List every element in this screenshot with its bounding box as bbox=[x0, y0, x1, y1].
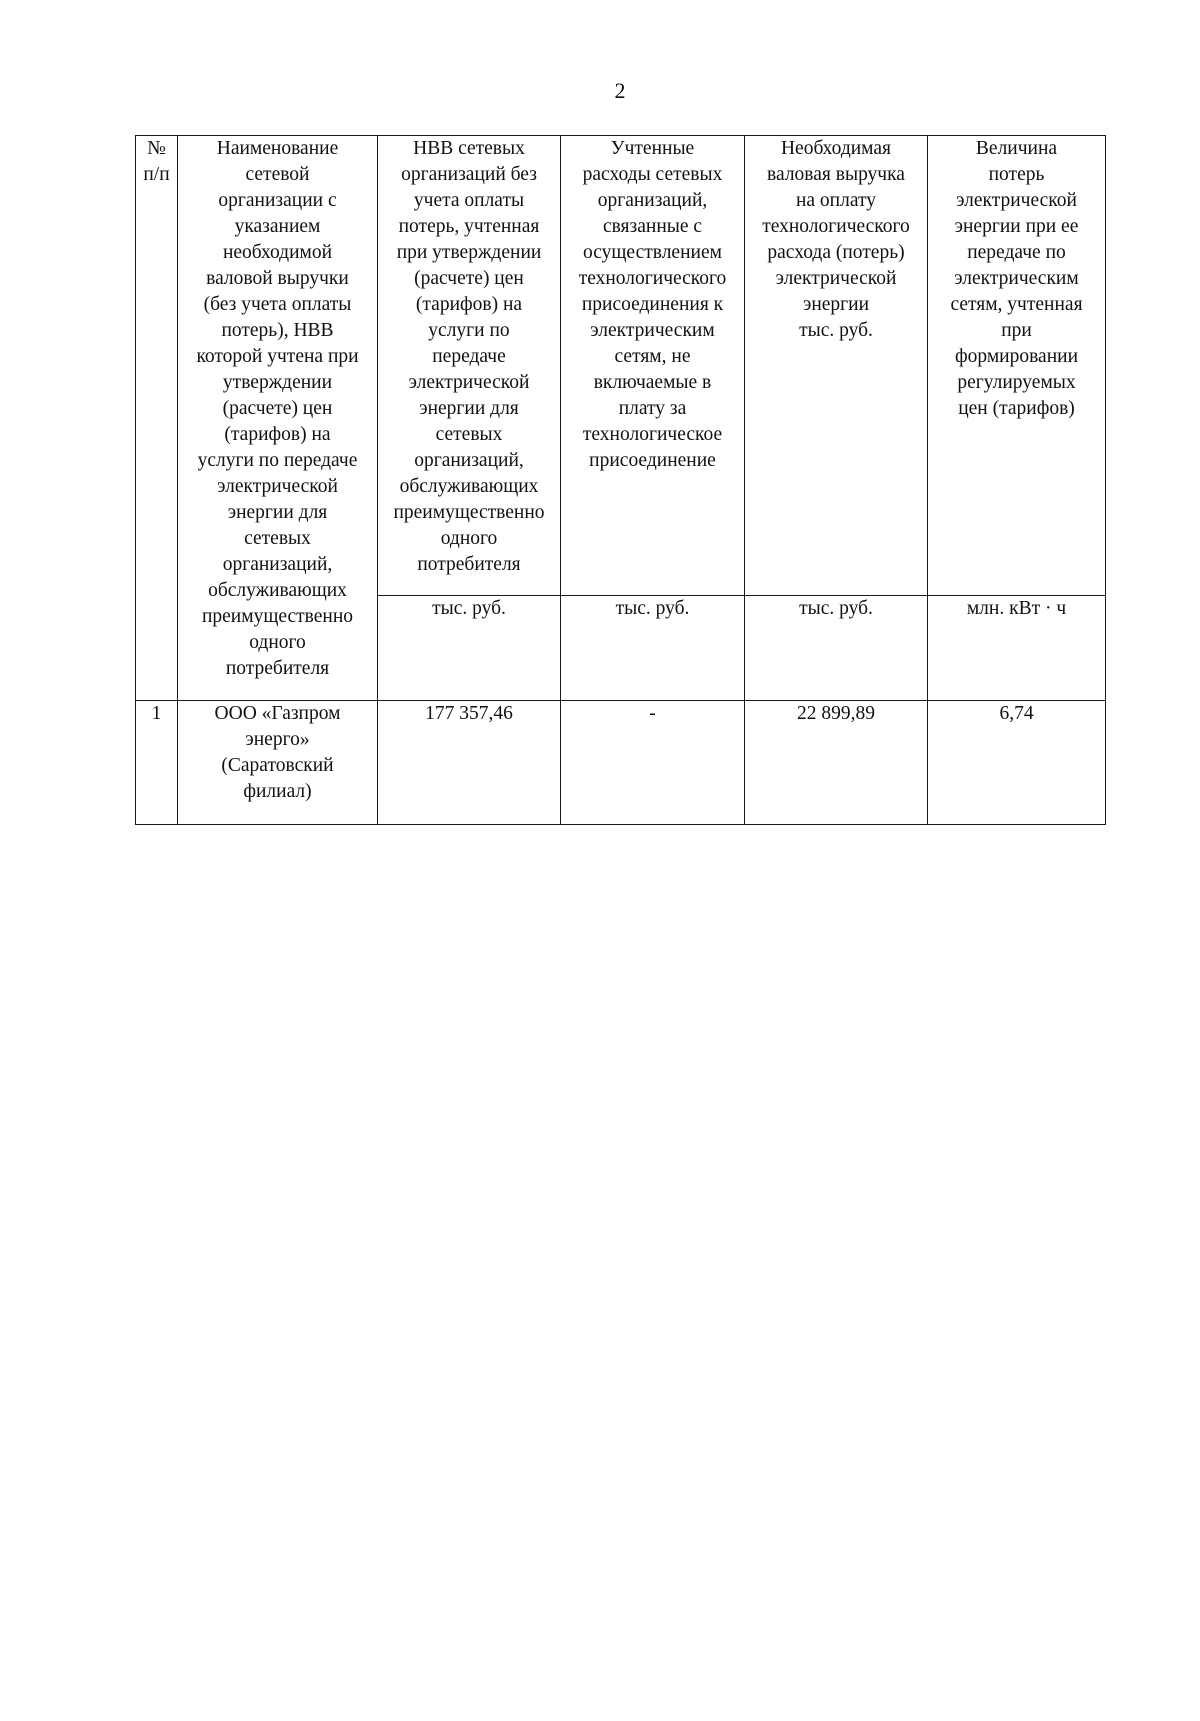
header-nvv-line: электрической bbox=[408, 372, 530, 393]
header-nvv-line: организаций, bbox=[414, 450, 524, 471]
header-losses bbox=[928, 136, 1106, 596]
header-name-line: преимущественно bbox=[201, 606, 354, 627]
header-nvv-line: обслуживающих bbox=[399, 476, 539, 497]
header-expenses-line: осуществлением bbox=[583, 242, 722, 263]
header-nvv-line: (тарифов) на bbox=[415, 294, 523, 315]
header-name-line: обслуживающих bbox=[208, 580, 347, 601]
header-expenses-line: включаемые в bbox=[593, 372, 712, 393]
header-losses-line: цен (тарифов) bbox=[958, 398, 1075, 419]
header-name-line: организаций, bbox=[222, 554, 333, 575]
header-name-line: утверждении bbox=[222, 372, 333, 393]
header-revenue-line: Необходимая bbox=[780, 138, 892, 159]
header-expenses-line: плату за bbox=[618, 398, 687, 419]
row-index: 1 bbox=[136, 701, 178, 825]
header-nvv-line: потребителя bbox=[417, 554, 521, 575]
header-name-line: организации с bbox=[218, 190, 337, 211]
header-losses-line: энергии при ее bbox=[954, 216, 1079, 237]
header-nvv-line: сетевых bbox=[435, 424, 503, 445]
header-nvv-line: передаче bbox=[432, 346, 506, 367]
header-nvv-line: потерь, учтенная bbox=[398, 216, 540, 237]
unit-losses: млн. кВт · ч bbox=[928, 596, 1106, 701]
header-name-line: необходимой bbox=[222, 242, 333, 263]
header-expenses-line: сетям, не bbox=[614, 346, 691, 367]
header-nvv-line: учета оплаты bbox=[413, 190, 525, 211]
header-expenses-line: присоединение bbox=[589, 450, 716, 471]
header-losses-line: при bbox=[1001, 320, 1032, 341]
row-name-line: филиал) bbox=[243, 781, 312, 802]
header-revenue-line: валовая выручка bbox=[767, 164, 905, 185]
header-name-line: (без учета оплаты bbox=[203, 294, 352, 315]
header-name-line: Наименование bbox=[216, 138, 339, 159]
header-name-line: одного bbox=[249, 632, 306, 653]
unit-revenue: тыс. руб. bbox=[745, 596, 928, 701]
header-expenses-line: присоединения к bbox=[581, 294, 724, 315]
header-organization-name bbox=[178, 136, 378, 701]
header-name-line: валовой выручки bbox=[206, 268, 349, 289]
header-losses-line: регулируемых bbox=[957, 372, 1076, 393]
row-losses-value: 6,74 bbox=[928, 701, 1106, 825]
header-nvv-line: при утверждении bbox=[396, 242, 542, 263]
row-expenses-value: - bbox=[561, 701, 745, 825]
header-name-line: электрической bbox=[217, 476, 338, 497]
header-expenses-line: связанные с bbox=[602, 216, 703, 237]
header-losses-line: Величина bbox=[975, 138, 1058, 159]
row-name-line: энерго» bbox=[245, 729, 310, 750]
header-name-line: (тарифов) на bbox=[224, 424, 331, 445]
header-expenses-line: технологическое bbox=[582, 424, 723, 445]
header-revenue-line: на оплату bbox=[795, 190, 877, 211]
header-revenue-line: расхода (потерь) bbox=[767, 242, 905, 263]
header-revenue-line: энергии bbox=[802, 294, 870, 315]
header-number-line: п/п bbox=[143, 164, 170, 185]
header-expenses-line: организаций, bbox=[597, 190, 708, 211]
header-losses-line: электрическим bbox=[954, 268, 1079, 289]
header-revenue bbox=[745, 136, 928, 596]
header-name-line: которой учтена при bbox=[196, 346, 359, 367]
header-revenue-line: тыс. руб. bbox=[799, 320, 873, 341]
row-nvv-value: 177 357,46 bbox=[378, 701, 561, 825]
header-number-line: № bbox=[147, 138, 166, 159]
row-revenue-value: 22 899,89 bbox=[745, 701, 928, 825]
header-expenses-line: технологического bbox=[578, 268, 727, 289]
row-name-line: ООО «Газпром bbox=[214, 703, 341, 724]
header-losses-line: электрической bbox=[956, 190, 1077, 211]
header-row bbox=[136, 136, 1106, 596]
header-name-line: потребителя bbox=[225, 658, 330, 679]
header-nvv-line: энергии для bbox=[419, 398, 519, 419]
header-expenses-line: Учтенные bbox=[610, 138, 695, 159]
header-number bbox=[136, 136, 178, 701]
header-revenue-line: технологического bbox=[762, 216, 910, 237]
header-name-line: сетевой bbox=[245, 164, 310, 185]
header-name-line: сетевых bbox=[244, 528, 311, 549]
header-expenses-line: расходы сетевых bbox=[582, 164, 723, 185]
header-nvv-line: организаций без bbox=[401, 164, 537, 185]
header-losses-line: передаче по bbox=[967, 242, 1066, 263]
header-nvv-line: услуги по bbox=[428, 320, 510, 341]
header-nvv bbox=[378, 136, 561, 596]
header-nvv-line: преимущественно bbox=[393, 502, 545, 523]
unit-nvv: тыс. руб. bbox=[378, 596, 561, 701]
header-revenue-line: электрической bbox=[775, 268, 897, 289]
tariff-table bbox=[135, 135, 1106, 825]
header-nvv-line: (расчете) цен bbox=[414, 268, 524, 289]
header-expenses-line: электрическим bbox=[590, 320, 715, 341]
header-name-line: услуги по передаче bbox=[197, 450, 358, 471]
header-losses-line: потерь bbox=[988, 164, 1045, 185]
unit-expenses: тыс. руб. bbox=[561, 596, 745, 701]
header-name-line: потерь), НВВ bbox=[221, 320, 334, 341]
header-nvv-line: одного bbox=[440, 528, 498, 549]
header-expenses bbox=[561, 136, 745, 596]
header-name-line: энергии для bbox=[227, 502, 328, 523]
header-name-line: (расчете) цен bbox=[222, 398, 333, 419]
header-nvv-line: НВВ сетевых bbox=[413, 138, 525, 159]
page-number: 2 bbox=[614, 78, 626, 103]
header-losses-line: сетям, учтенная bbox=[950, 294, 1083, 315]
row-name-line: (Саратовский bbox=[221, 755, 334, 776]
table-row bbox=[136, 701, 1106, 825]
row-organization-name bbox=[178, 701, 378, 825]
header-losses-line: формировании bbox=[954, 346, 1079, 367]
header-name-line: указанием bbox=[234, 216, 321, 237]
